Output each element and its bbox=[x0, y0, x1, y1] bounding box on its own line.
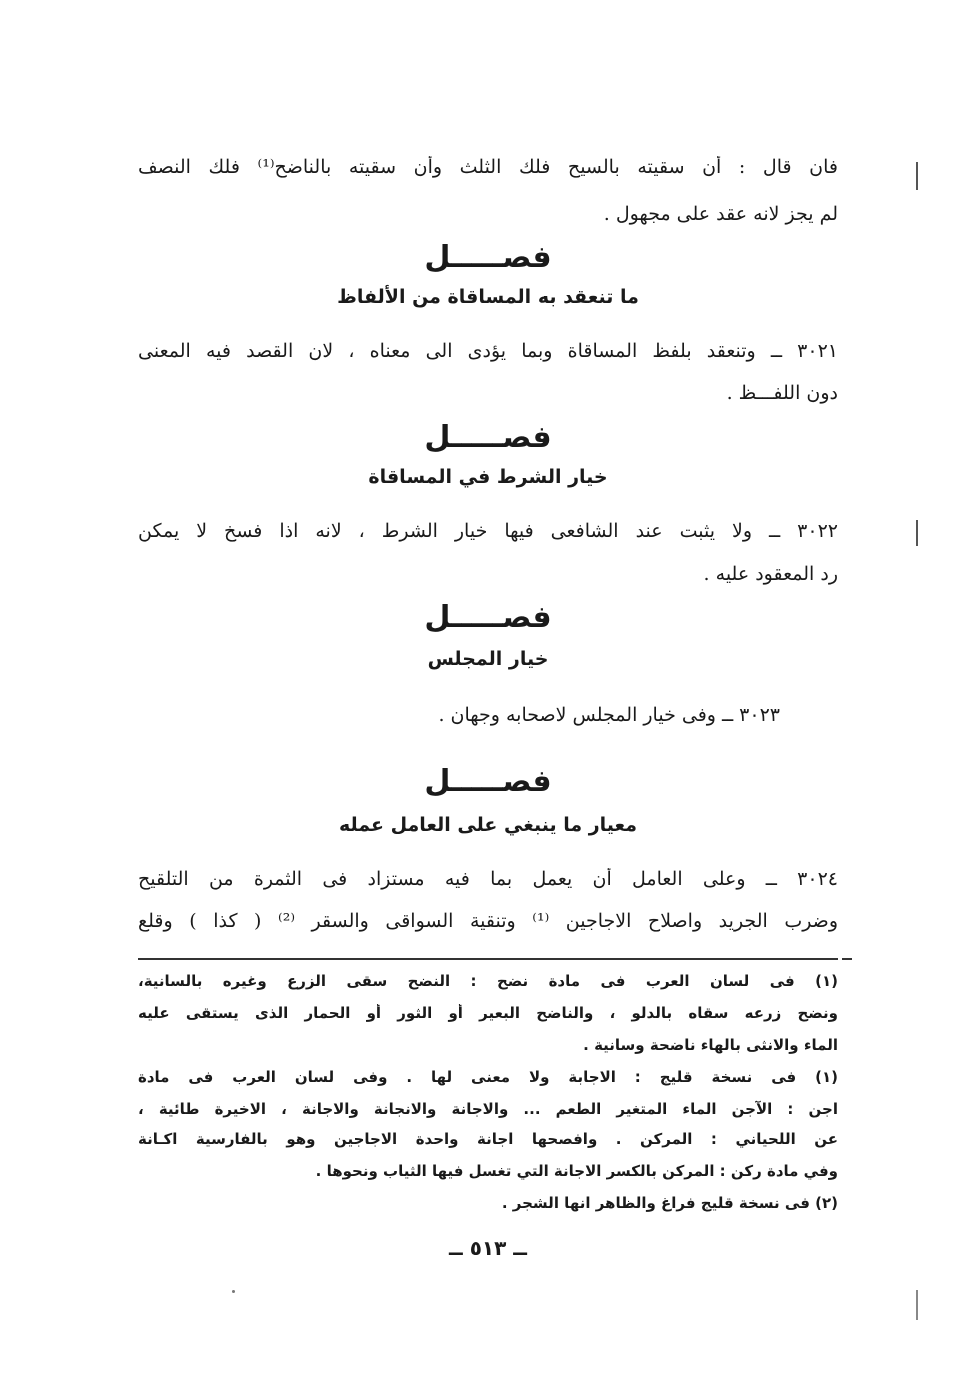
section-title: خيار المجلس bbox=[427, 648, 549, 670]
scan-speck bbox=[232, 1290, 235, 1293]
body-line: ٣٠٢٣ ــ وفى خيار المجلس لاصحابه وجهان . bbox=[438, 704, 780, 726]
body-line: ٣٠٢٤ ــ وعلى العامل أن يعمل بما فيه مستزاد فى الثمرة من التلقيح bbox=[138, 868, 838, 890]
section-title: معيار ما ينبغي على العامل عمله bbox=[338, 814, 638, 836]
margin-mark bbox=[916, 162, 918, 190]
footnote-line: ونضح زرعه سقاه بالدلو ، والناضح البعير أو الثور أو الحمار الذى يستقى عليه bbox=[138, 1004, 838, 1022]
body-line: فان قال : أن سقيته بالسيح فلك الثلث وأن سقيته بالناضح⁽¹⁾ فلك النصف bbox=[138, 156, 838, 178]
footnote-line: اجن : الآجن الماء المتغير الطعم ... والاجانة والانجانة والاجانة ، الاخيرة طائية ، bbox=[138, 1100, 838, 1118]
body-line: لم يجز لانه عقد على مجهول . bbox=[603, 203, 838, 225]
section-heading: فصـــــل bbox=[424, 420, 552, 455]
margin-mark bbox=[916, 1290, 918, 1320]
body-line: رد المعقود عليه . bbox=[703, 563, 838, 585]
section-title: ما تنعقد به المساقاة من الألفاظ bbox=[337, 286, 639, 308]
body-line: وضرب الجريد واصلاح الاجاجين ⁽¹⁾ وتنقية السواقى والسقر ⁽²⁾ ( كذا ) وقلع bbox=[138, 910, 838, 932]
footnote-divider bbox=[138, 958, 838, 960]
footnote-line: (٢) فى نسخة قليج فراغ والظاهر انها الشجر . bbox=[501, 1194, 838, 1212]
section-heading: فصـــــل bbox=[424, 240, 552, 275]
section-heading: فصـــــل bbox=[424, 764, 552, 799]
body-line: ٣٠٢٢ ــ ولا يثبت عند الشافعى فيها خيار الشرط ، لانه اذا فسخ لا يمكن bbox=[138, 520, 838, 542]
footnote-line: الماء والانثى بالهاء ناضحة وسانية . bbox=[583, 1036, 838, 1054]
body-line: ٣٠٢١ ــ وتنعقد بلفظ المساقاة وبما يؤدى الى معناه ، لان القصد فيه المعنى bbox=[138, 340, 838, 362]
footnote-line: وفي مادة ركن : المركن بالكسر الاجانة التي تغسل فيها الثياب ونحوها . bbox=[315, 1162, 838, 1180]
footnote-line: (١) فى نسخة قليج : الاجابة ولا معنى لها . وفى لسان العرب فى مادة bbox=[138, 1068, 838, 1086]
footnote-line: (١) فى لسان العرب فى مادة نضح : النضح سقى الزرع وغيره بالسانية، bbox=[138, 972, 838, 990]
margin-mark bbox=[916, 520, 918, 546]
page-number: ــ ٥١٣ ــ bbox=[449, 1236, 527, 1260]
section-title: خيار الشرط في المساقاة bbox=[368, 466, 608, 488]
footnote-line: عن اللحياني : المركن . وافصحها اجانة واحدة الاجاجين وهو بالفارسية اكـانة bbox=[138, 1130, 838, 1148]
section-heading: فصـــــل bbox=[424, 600, 552, 635]
body-line: دون اللفـــظ . bbox=[726, 382, 838, 404]
